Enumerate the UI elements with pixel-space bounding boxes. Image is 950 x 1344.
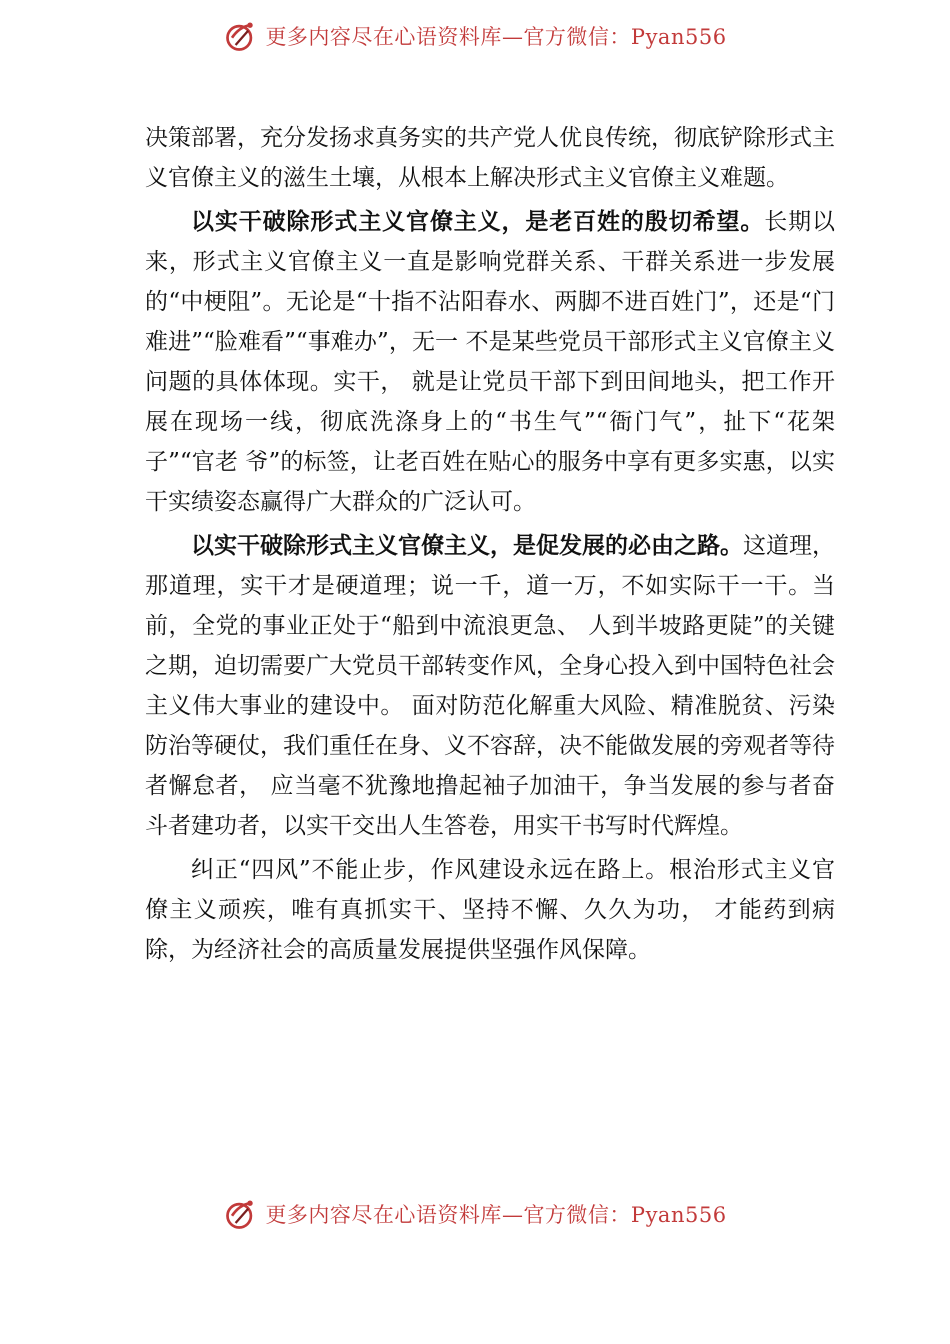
paragraph-1: 决策部署，充分发扬求真务实的共产党人优良传统，彻底铲除形式主义官僚主义的滋生土壤，从根本上解决形式主义官僚主义难题。 [145,125,835,191]
banner-main: 更多内容尽在心语资料库 [265,1203,502,1227]
paragraph-3-body: 这道理，那道理，实干才是硬道理；说一千，道一万，不如实际干一干。当前，全党的事业正处于“船到中流浪更急、 人到半坡路更陡”的关键之期，迫切需要广大党员干部转变作风，全身心投入到中国特色社会主义伟大事业的建设中。 面对防范化解重大风险、精准脱贫、污染防治等硬仗，我们重任在身、义不容辞，决不能做发展的旁观者等待者懈怠者， 应当毫不犹豫地撸起袖子加油干，争当发展的参与者奋斗者建功者，以实干交出人生答卷，用实干书写时代辉煌。 [145,533,835,839]
banner-suffix: 官方微信：Pyan556 [523,25,727,49]
footer-banner [0,1192,950,1236]
banner-main: 更多内容尽在心语资料库 [265,25,502,49]
banner-text [265,1199,726,1229]
banner-text [265,21,726,51]
paragraph-3 [145,526,835,846]
banner-suffix: 官方微信：Pyan556 [523,1203,727,1227]
paragraph-2 [145,202,835,522]
paragraph-3-lead: 以实干破除形式主义官僚主义，是促发展的必由之路。 [191,533,743,559]
banner-dash: — [501,25,524,49]
paragraph-2-lead: 以实干破除形式主义官僚主义，是老百姓的殷切希望。 [191,209,765,235]
logo-icon [223,18,259,54]
header-banner [0,14,950,58]
logo-icon [223,1196,259,1232]
paragraph-4: 纠正“四风”不能止步，作风建设永远在路上。根治形式主义官僚主义顽疾，唯有真抓实干、坚持不懈、久久为功， 才能药到病除，为经济社会的高质量发展提供坚强作风保障。 [145,857,835,963]
banner-dash: — [501,1203,524,1227]
document-body [145,118,835,974]
paragraph-2-body: 长期以来，形式主义官僚主义一直是影响党群关系、干群关系进一步发展的“中梗阻”。无论是“十指不沾阳春水、两脚不进百姓门”，还是“门难进”“脸难看”“事难办”，无一 不是某些党员干部形式主义官僚主义问题的具体体现。实干， 就是让党员干部下到田间地头，把工作开展在现场一线，彻底洗涤身上的“书生气”“衙门气”，扯下“花架子”“官老 爷”的标签，让老百姓在贴心的服务中享有更多实惠，以实 干实绩姿态赢得广大群众的广泛认可。 [145,209,836,515]
